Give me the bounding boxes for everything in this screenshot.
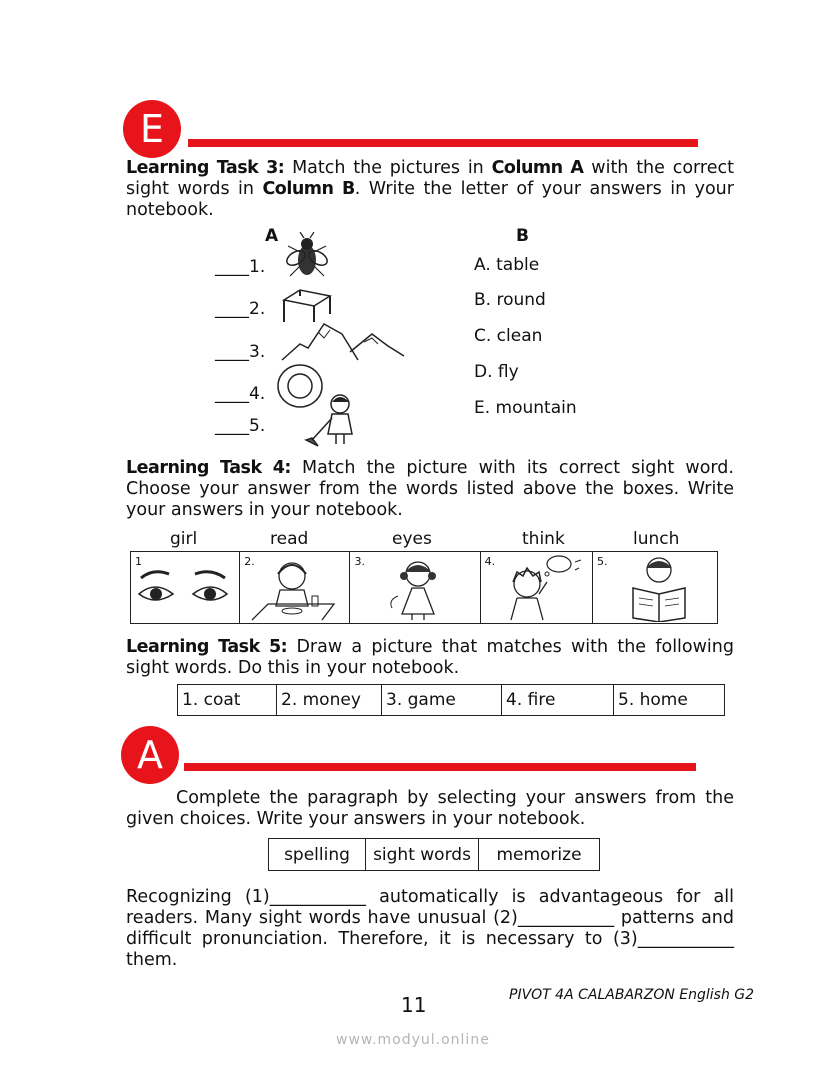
box-number: 4.	[484, 555, 496, 568]
choice-spelling: spelling	[269, 839, 366, 871]
task4-box-2	[240, 552, 350, 624]
column-a-item-5: ____5.	[215, 416, 266, 436]
task4-box-3	[350, 552, 480, 624]
section-a-badge: A	[121, 726, 179, 784]
column-a-item-3: ____3.	[215, 342, 266, 362]
task3-column-b: Column B	[262, 179, 355, 199]
section-a-paragraph-text: Recognizing (1)___________ automatically is advantageous for all readers. Many sight words have unusual (2)___________ patterns and difficult pronunciation. Therefore, it is necessary to (3)___________ them.	[126, 887, 734, 970]
fly-picture	[282, 232, 332, 280]
task4-text: Match the picture with its correct sight word. Choose your answer from the words listed above the boxes. Write your answers in your notebook.	[126, 458, 734, 520]
task5-word-5: 5. home	[614, 685, 725, 716]
task4-word-lunch: lunch	[633, 529, 680, 549]
section-a-instructions	[126, 788, 734, 830]
section-a-divider	[184, 763, 696, 771]
task5-word-2: 2. money	[277, 685, 382, 716]
task5-word-3: 3. game	[382, 685, 502, 716]
column-a-header: A	[265, 226, 279, 246]
task4-box-5	[593, 552, 718, 624]
task3-text-2: with the correct sight words in	[126, 158, 734, 199]
task4-label: Learning Task 4:	[126, 458, 291, 478]
section-e-badge: E	[123, 100, 181, 158]
column-b-item-c: C. clean	[474, 326, 543, 346]
section-e-divider	[188, 139, 698, 147]
section-a-paragraph	[126, 887, 734, 971]
task4-word-read: read	[270, 529, 309, 549]
column-b-item-e: E. mountain	[474, 398, 577, 418]
box-number: 3.	[354, 555, 365, 568]
clean-picture	[302, 390, 360, 448]
choices-table	[268, 838, 600, 871]
table-picture	[280, 286, 332, 324]
task5-instructions	[126, 637, 734, 679]
choice-sight-words: sight words	[366, 839, 479, 871]
eyes-picture	[133, 560, 233, 620]
column-a-item-1: ____1.	[215, 257, 266, 277]
task4-word-think: think	[522, 529, 565, 549]
task5-word-4: 4. fire	[502, 685, 614, 716]
read-picture	[619, 554, 699, 622]
task5-word-1: 1. coat	[178, 685, 277, 716]
girl-picture	[378, 556, 458, 622]
task4-picture-boxes	[130, 551, 718, 624]
task5-label: Learning Task 5:	[126, 637, 288, 657]
task4-instructions	[126, 458, 734, 521]
column-b-item-a: A. table	[474, 255, 540, 275]
task4-word-girl: girl	[170, 529, 198, 549]
column-b-item-b: B. round	[474, 290, 546, 310]
task5-word-table	[177, 684, 725, 716]
choice-memorize: memorize	[479, 839, 600, 871]
footer-series: PIVOT 4A CALABARZON English G2	[509, 987, 755, 1003]
section-a-instructions-text: Complete the paragraph by selecting your answers from the given choices. Write your answers in your notebook.	[126, 788, 734, 829]
think-picture	[484, 554, 583, 622]
mountain-picture	[280, 320, 406, 362]
column-a-item-4: ____4.	[215, 384, 266, 404]
task3-column-a: Column A	[491, 158, 584, 178]
box-number: 5.	[597, 555, 608, 568]
column-a-item-2: ____2.	[215, 299, 266, 319]
column-b-header: B	[516, 226, 529, 246]
task3-instructions	[126, 158, 734, 221]
box-number: 2.	[244, 555, 255, 568]
box-number: 1	[135, 555, 142, 568]
lunch-picture	[242, 556, 342, 622]
task3-text-3: . Write the letter of your answers in your notebook.	[126, 179, 734, 220]
task4-word-eyes: eyes	[392, 529, 432, 549]
task3-label: Learning Task 3:	[126, 158, 285, 178]
page-number: 11	[401, 993, 427, 1017]
task4-box-1	[131, 552, 240, 624]
task4-box-4	[480, 552, 592, 624]
task3-text-1: Match the pictures in	[292, 158, 484, 178]
task5-text: Draw a picture that matches with the following sight words. Do this in your notebook.	[126, 637, 734, 678]
column-b-item-d: D. fly	[474, 362, 519, 382]
watermark: www.modyul.online	[336, 1032, 490, 1048]
